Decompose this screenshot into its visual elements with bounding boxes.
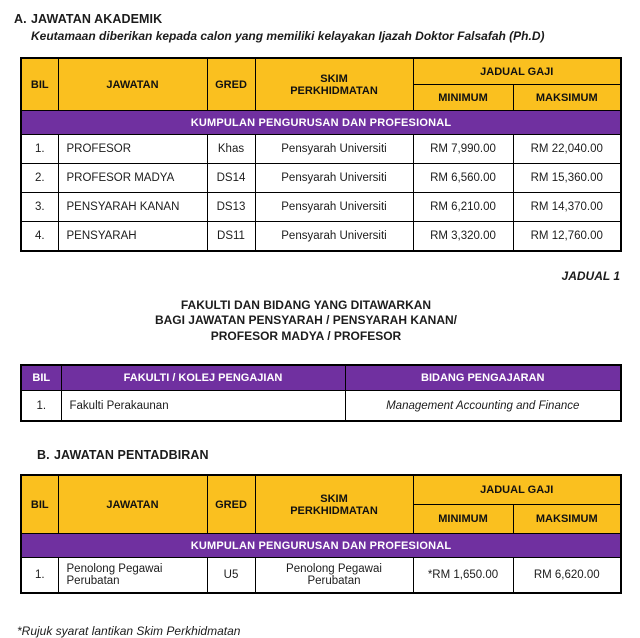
cell-skim: Penolong Pegawai Perubatan xyxy=(255,558,413,594)
jadual-1-label: JADUAL 1 xyxy=(561,269,620,283)
group-header-row xyxy=(21,111,621,135)
column-header-minimum: MINIMUM xyxy=(413,85,513,111)
column-header-jawatan: JAWATAN xyxy=(58,58,207,111)
header-row xyxy=(21,58,621,85)
cell-minimum: RM 7,990.00 xyxy=(413,135,513,164)
faculty-table-body xyxy=(21,391,621,422)
column-header-fakulti: FAKULTI / KOLEJ PENGAJIAN xyxy=(61,365,345,391)
cell-gred: DS14 xyxy=(207,164,255,193)
column-header-jawatan: JAWATAN xyxy=(58,475,207,534)
cell-gred: Khas xyxy=(207,135,255,164)
faculty-heading-line-1: FAKULTI DAN BIDANG YANG DITAWARKAN xyxy=(180,298,432,312)
cell-bil: 4. xyxy=(21,222,58,252)
table-row xyxy=(21,193,621,222)
column-header-skim: SKIM PERKHIDMATAN xyxy=(255,475,413,534)
cell-jawatan: PROFESOR xyxy=(58,135,207,164)
column-header-bidang: BIDANG PENGAJARAN xyxy=(345,365,621,391)
cell-bil: 1. xyxy=(21,391,61,422)
cell-skim: Pensyarah Universiti xyxy=(255,193,413,222)
table-row xyxy=(21,391,621,422)
cell-bil: 1. xyxy=(21,135,58,164)
group-header-row xyxy=(21,534,621,558)
section-a-heading xyxy=(14,12,640,26)
cell-skim: Pensyarah Universiti xyxy=(255,222,413,252)
column-header-bil: BIL xyxy=(21,475,58,534)
column-header-bil: BIL xyxy=(21,365,61,391)
column-header-bil: BIL xyxy=(21,58,58,111)
cell-jawatan: Penolong Pegawai Perubatan xyxy=(58,558,207,594)
cell-maksimum: RM 6,620.00 xyxy=(513,558,621,594)
faculty-section-heading xyxy=(20,298,592,344)
cell-maksimum: RM 15,360.00 xyxy=(513,164,621,193)
cell-minimum: RM 3,320.00 xyxy=(413,222,513,252)
cell-maksimum: RM 12,760.00 xyxy=(513,222,621,252)
group-header-label: KUMPULAN PENGURUSAN DAN PROFESIONAL xyxy=(21,111,621,135)
table-row xyxy=(21,135,621,164)
cell-jawatan: PENSYARAH xyxy=(58,222,207,252)
group-header-label: KUMPULAN PENGURUSAN DAN PROFESIONAL xyxy=(21,534,621,558)
cell-minimum: RM 6,560.00 xyxy=(413,164,513,193)
section-a-label: A. xyxy=(14,12,27,26)
admin-table-head xyxy=(21,475,621,534)
column-header-maksimum: MAKSIMUM xyxy=(513,505,621,534)
section-a-title: JAWATAN AKADEMIK xyxy=(31,12,163,26)
academic-positions-table xyxy=(20,57,622,252)
column-header-skim: SKIM PERKHIDMATAN xyxy=(255,58,413,111)
cell-bil: 1. xyxy=(21,558,58,594)
footnote: *Rujuk syarat lantikan Skim Perkhidmatan xyxy=(17,624,241,638)
section-b-title: JAWATAN PENTADBIRAN xyxy=(54,448,209,463)
column-header-gred: GRED xyxy=(207,58,255,111)
section-b-heading xyxy=(37,448,640,462)
cell-minimum: *RM 1,650.00 xyxy=(413,558,513,594)
column-header-minimum: MINIMUM xyxy=(413,505,513,534)
cell-maksimum: RM 14,370.00 xyxy=(513,193,621,222)
cell-jawatan: PROFESOR MADYA xyxy=(58,164,207,193)
cell-jawatan: PENSYARAH KANAN xyxy=(58,193,207,222)
cell-skim: Pensyarah Universiti xyxy=(255,164,413,193)
column-header-jadual-gaji: JADUAL GAJI xyxy=(413,58,621,85)
cell-gred: U5 xyxy=(207,558,255,594)
faculty-table xyxy=(20,364,622,422)
table-row xyxy=(21,164,621,193)
admin-table-body xyxy=(21,534,621,594)
faculty-table-head xyxy=(21,365,621,391)
column-header-jadual-gaji: JADUAL GAJI xyxy=(413,475,621,505)
cell-bil: 3. xyxy=(21,193,58,222)
column-header-gred: GRED xyxy=(207,475,255,534)
table-row xyxy=(21,222,621,252)
cell-skim: Pensyarah Universiti xyxy=(255,135,413,164)
cell-gred: DS11 xyxy=(207,222,255,252)
cell-gred: DS13 xyxy=(207,193,255,222)
cell-fakulti: Fakulti Perakaunan xyxy=(61,391,345,422)
table-row xyxy=(21,558,621,594)
section-b-label: B. xyxy=(37,448,50,463)
cell-maksimum: RM 22,040.00 xyxy=(513,135,621,164)
academic-table-head xyxy=(21,58,621,111)
academic-table-body xyxy=(21,111,621,252)
faculty-heading-line-2: BAGI JAWATAN PENSYARAH / PENSYARAH KANAN/ xyxy=(154,313,458,328)
header-row xyxy=(21,475,621,505)
cell-bil: 2. xyxy=(21,164,58,193)
admin-positions-table xyxy=(20,474,622,594)
header-row xyxy=(21,365,621,391)
cell-minimum: RM 6,210.00 xyxy=(413,193,513,222)
faculty-heading-line-3: PROFESOR MADYA / PROFESOR xyxy=(210,328,402,343)
section-a-subtitle: Keutamaan diberikan kepada calon yang memiliki kelayakan Ijazah Doktor Falsafah (Ph.D) xyxy=(31,29,545,43)
column-header-maksimum: MAKSIMUM xyxy=(513,85,621,111)
cell-bidang: Management Accounting and Finance xyxy=(345,391,621,422)
